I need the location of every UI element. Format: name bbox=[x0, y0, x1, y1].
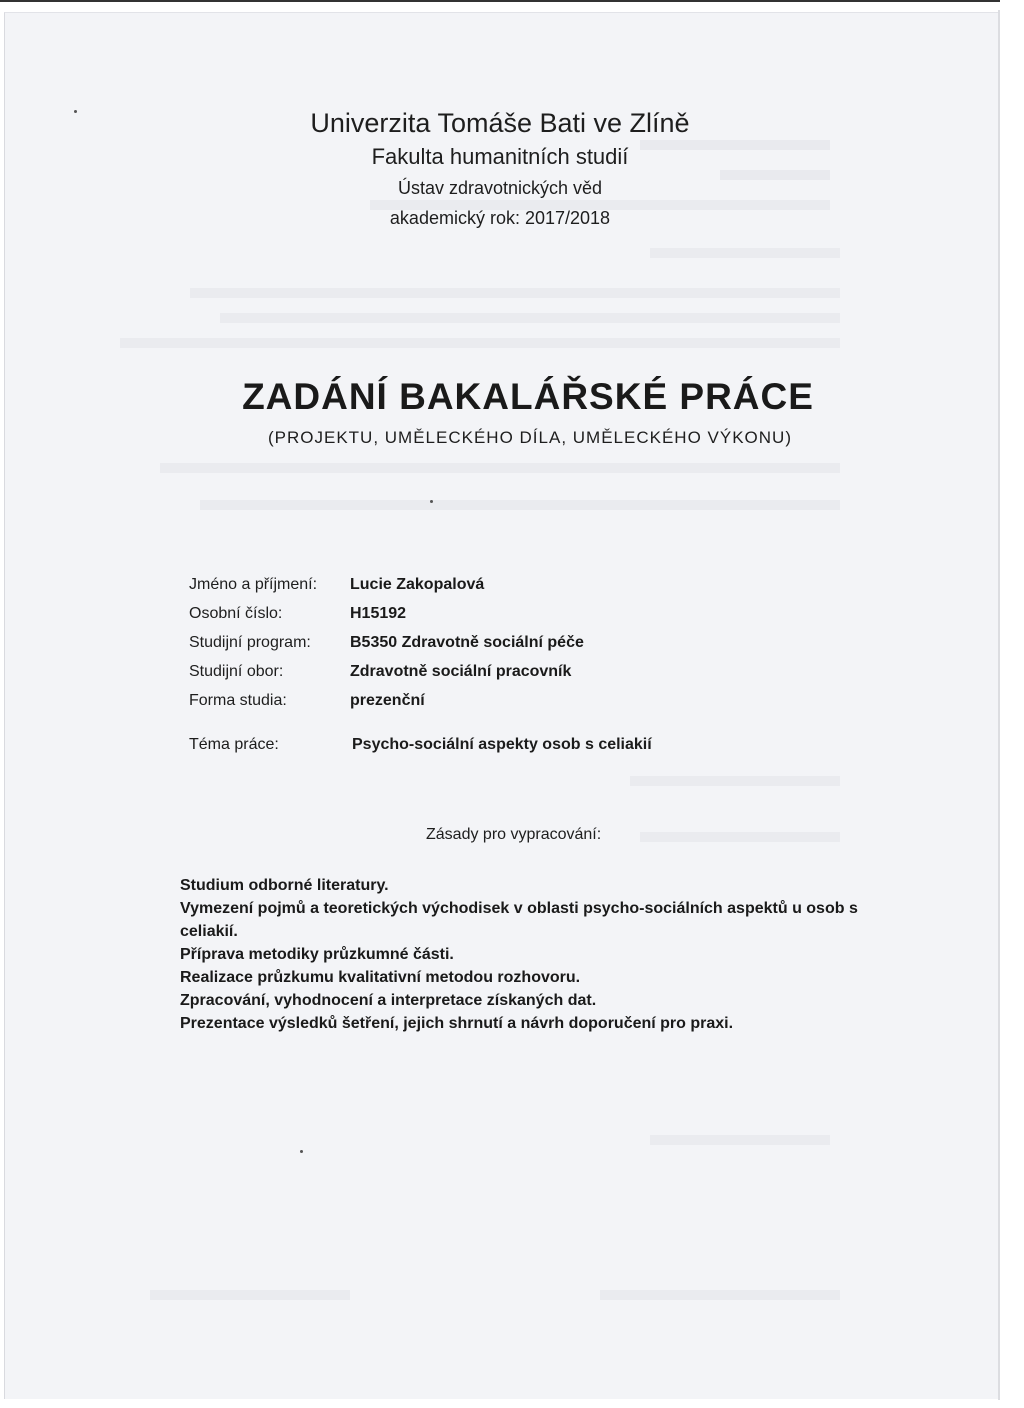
institute-name: Ústav zdravotnických věd bbox=[397, 178, 603, 198]
guidelines-heading: Zásady pro vypracování: bbox=[426, 826, 602, 843]
info-row-personal-number bbox=[189, 599, 584, 628]
scan-speck bbox=[300, 1150, 303, 1153]
scan-top-edge bbox=[0, 0, 1024, 2]
info-label: Forma studia: bbox=[189, 691, 287, 709]
info-value: B5350 Zdravotně sociální péče bbox=[350, 633, 584, 651]
guideline-item: Studium odborné literatury. bbox=[180, 877, 389, 894]
student-info bbox=[189, 570, 584, 715]
info-row-study-field bbox=[189, 657, 584, 686]
topic-value: Psycho-sociální aspekty osob s celiakií bbox=[352, 736, 652, 753]
guideline-item: Realizace průzkumu kvalitativní metodou rozhovoru. bbox=[180, 969, 581, 986]
info-value: prezenční bbox=[350, 691, 425, 709]
document-title: ZADÁNÍ BAKALÁŘSKÉ PRÁCE bbox=[242, 376, 814, 417]
scan-margin bbox=[1000, 0, 1024, 1408]
info-label: Studijní program: bbox=[189, 633, 311, 651]
guideline-item: Zpracování, vyhodnocení a interpretace získaných dat. bbox=[180, 992, 597, 1009]
thesis-topic bbox=[189, 736, 652, 754]
info-value: Zdravotně sociální pracovník bbox=[350, 662, 572, 680]
university-name: Univerzita Tomáše Bati ve Zlíně bbox=[310, 108, 690, 138]
faculty-name: Fakulta humanitních studií bbox=[371, 144, 629, 169]
info-row-study-form bbox=[189, 686, 584, 715]
guidelines-list bbox=[180, 874, 920, 1035]
info-row-name bbox=[189, 570, 584, 599]
info-value: H15192 bbox=[350, 604, 407, 622]
scan-speck bbox=[430, 500, 433, 503]
topic-label: Téma práce: bbox=[189, 736, 279, 753]
academic-year: akademický rok: 2017/2018 bbox=[389, 208, 611, 228]
info-label: Jméno a příjmení: bbox=[189, 575, 318, 593]
document-subtitle: (PROJEKTU, UMĚLECKÉHO DÍLA, UMĚLECKÉHO VÝKONU) bbox=[268, 428, 792, 447]
info-label: Osobní číslo: bbox=[189, 604, 283, 622]
guideline-item: Vymezení pojmů a teoretických východisek v oblasti psycho-sociálních aspektů u osob s celiakií. bbox=[180, 900, 858, 940]
info-row-study-program bbox=[189, 628, 584, 657]
info-value: Lucie Zakopalová bbox=[350, 575, 485, 593]
guideline-item: Příprava metodiky průzkumné části. bbox=[180, 946, 454, 963]
guideline-item: Prezentace výsledků šetření, jejich shrnutí a návrh doporučení pro praxi. bbox=[180, 1015, 734, 1032]
info-label: Studijní obor: bbox=[189, 662, 284, 680]
